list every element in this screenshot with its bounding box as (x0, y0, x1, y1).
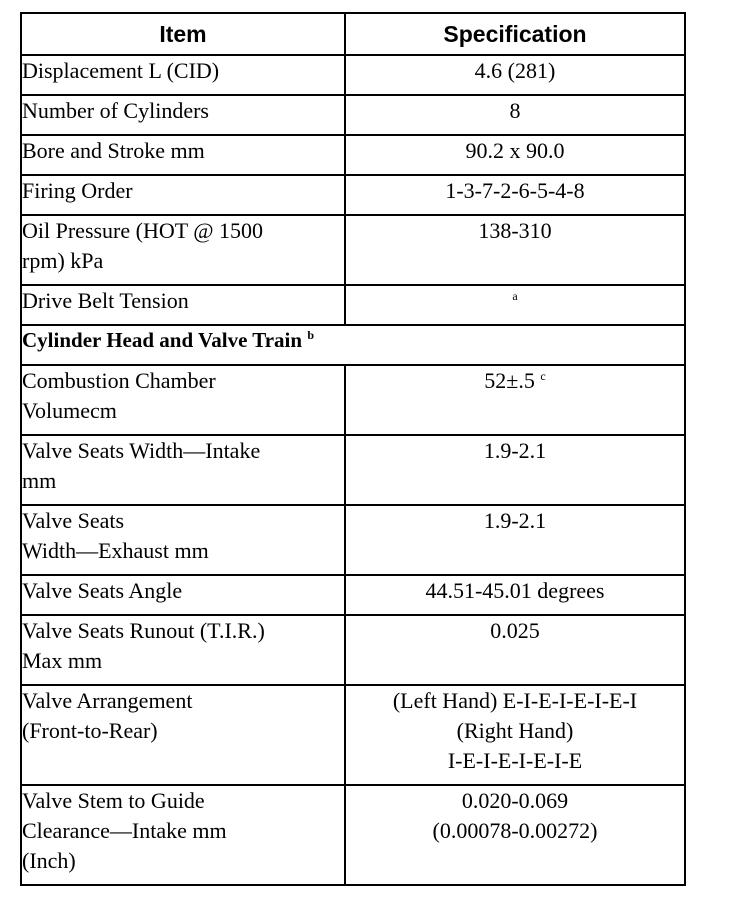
row-spec: 0.025 (345, 615, 685, 685)
section-row (21, 325, 685, 365)
spec-value: 52±.5 (484, 368, 535, 393)
row-item: Bore and Stroke mm (21, 135, 345, 175)
row-spec (345, 285, 685, 325)
table-header-row (21, 13, 685, 55)
row-item: Oil Pressure (HOT @ 1500 rpm) kPa (21, 215, 345, 285)
footnote-marker: b (307, 328, 315, 342)
row-spec: 1-3-7-2-6-5-4-8 (345, 175, 685, 215)
row-spec (345, 365, 685, 435)
table-row (21, 615, 685, 685)
footnote-marker: a (512, 289, 518, 303)
row-item: Valve Seats Width—Intake mm (21, 435, 345, 505)
row-spec: 4.6 (281) (345, 55, 685, 95)
row-item: Valve Arrangement (Front-to-Rear) (21, 685, 345, 785)
row-item: Valve Stem to Guide Clearance—Intake mm (Inch) (21, 785, 345, 885)
table-row (21, 135, 685, 175)
row-item: Displacement L (CID) (21, 55, 345, 95)
table-row (21, 435, 685, 505)
specification-table (20, 12, 686, 886)
header-item: Item (21, 13, 345, 55)
row-spec: 1.9-2.1 (345, 435, 685, 505)
section-title: Cylinder Head and Valve Train (22, 328, 303, 352)
table-row (21, 175, 685, 215)
table-row (21, 95, 685, 135)
row-item: Number of Cylinders (21, 95, 345, 135)
row-item: Valve Seats Angle (21, 575, 345, 615)
footnote-marker: c (540, 369, 546, 383)
table-row (21, 365, 685, 435)
row-spec: 1.9-2.1 (345, 505, 685, 575)
row-spec: 8 (345, 95, 685, 135)
table-row (21, 55, 685, 95)
row-spec: 138-310 (345, 215, 685, 285)
table-row (21, 285, 685, 325)
row-spec: (Left Hand) E-I-E-I-E-I-E-I (Right Hand) I-E-I-E-I-E-I-E (345, 685, 685, 785)
row-item: Valve Seats Width—Exhaust mm (21, 505, 345, 575)
row-spec: 90.2 x 90.0 (345, 135, 685, 175)
section-heading (21, 325, 685, 365)
table-row (21, 785, 685, 885)
table-row (21, 215, 685, 285)
row-item: Firing Order (21, 175, 345, 215)
row-spec: 0.020-0.069 (0.00078-0.00272) (345, 785, 685, 885)
table-row (21, 685, 685, 785)
row-item: Valve Seats Runout (T.I.R.) Max mm (21, 615, 345, 685)
row-item: Drive Belt Tension (21, 285, 345, 325)
header-specification: Specification (345, 13, 685, 55)
row-spec: 44.51-45.01 degrees (345, 575, 685, 615)
table-row (21, 575, 685, 615)
row-item: Combustion Chamber Volumecm (21, 365, 345, 435)
table-row (21, 505, 685, 575)
